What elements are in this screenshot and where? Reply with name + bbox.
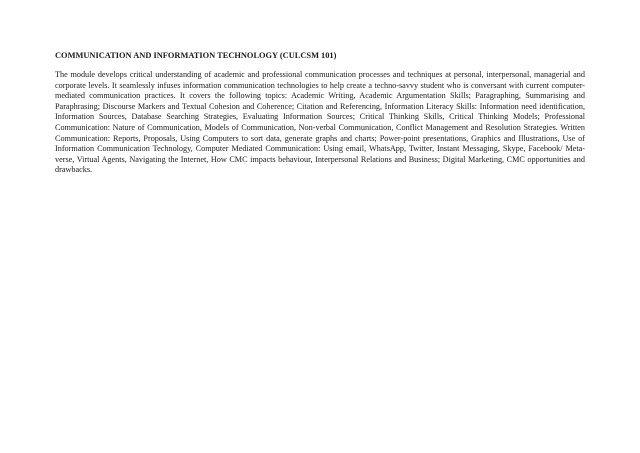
course-title: COMMUNICATION AND INFORMATION TECHNOLOGY (CULCSM 101) xyxy=(55,51,337,60)
course-description: The module develops critical understanding of academic and professional communication processes and techniques at personal, interpersonal, managerial and corporate levels. It seamlessly infuses information communication technologies to help create a techno-savvy student who is conversant with current computer-mediated communication practices. It covers the following topics: Academic Writing, Academic Argumentation Skills; Paragraphing, Summarising and Paraphrasing; Discourse Markers and Textual Cohesion and Coherence; Citation and Referencing, Information Literacy Skills: Information need identification, Information Sources, Database Searching Strategies, Evaluating Information Sources; Critical Thinking Skills, Critical Thinking Models; Professional Communication: Nature of Communication, Models of Communication, Non-verbal Communication, Conflict Management and Resolution Strategies. Written Communication: Reports, Proposals, Using Computers to sort data, generate graphs and charts; Power-point presentations, Graphics and Illustrations, Use of Information Communication Technology, Computer Mediated Communication: Using email, WhatsApp, Twitter, Instant Messaging, Skype, Facebook/ Meta-verse, Virtual Agents, Navigating the Internet, How CMC impacts behaviour, Interpersonal Relations and Business; Digital Marketing, CMC opportunities and drawbacks. xyxy=(55,70,585,175)
document-page xyxy=(55,50,585,176)
